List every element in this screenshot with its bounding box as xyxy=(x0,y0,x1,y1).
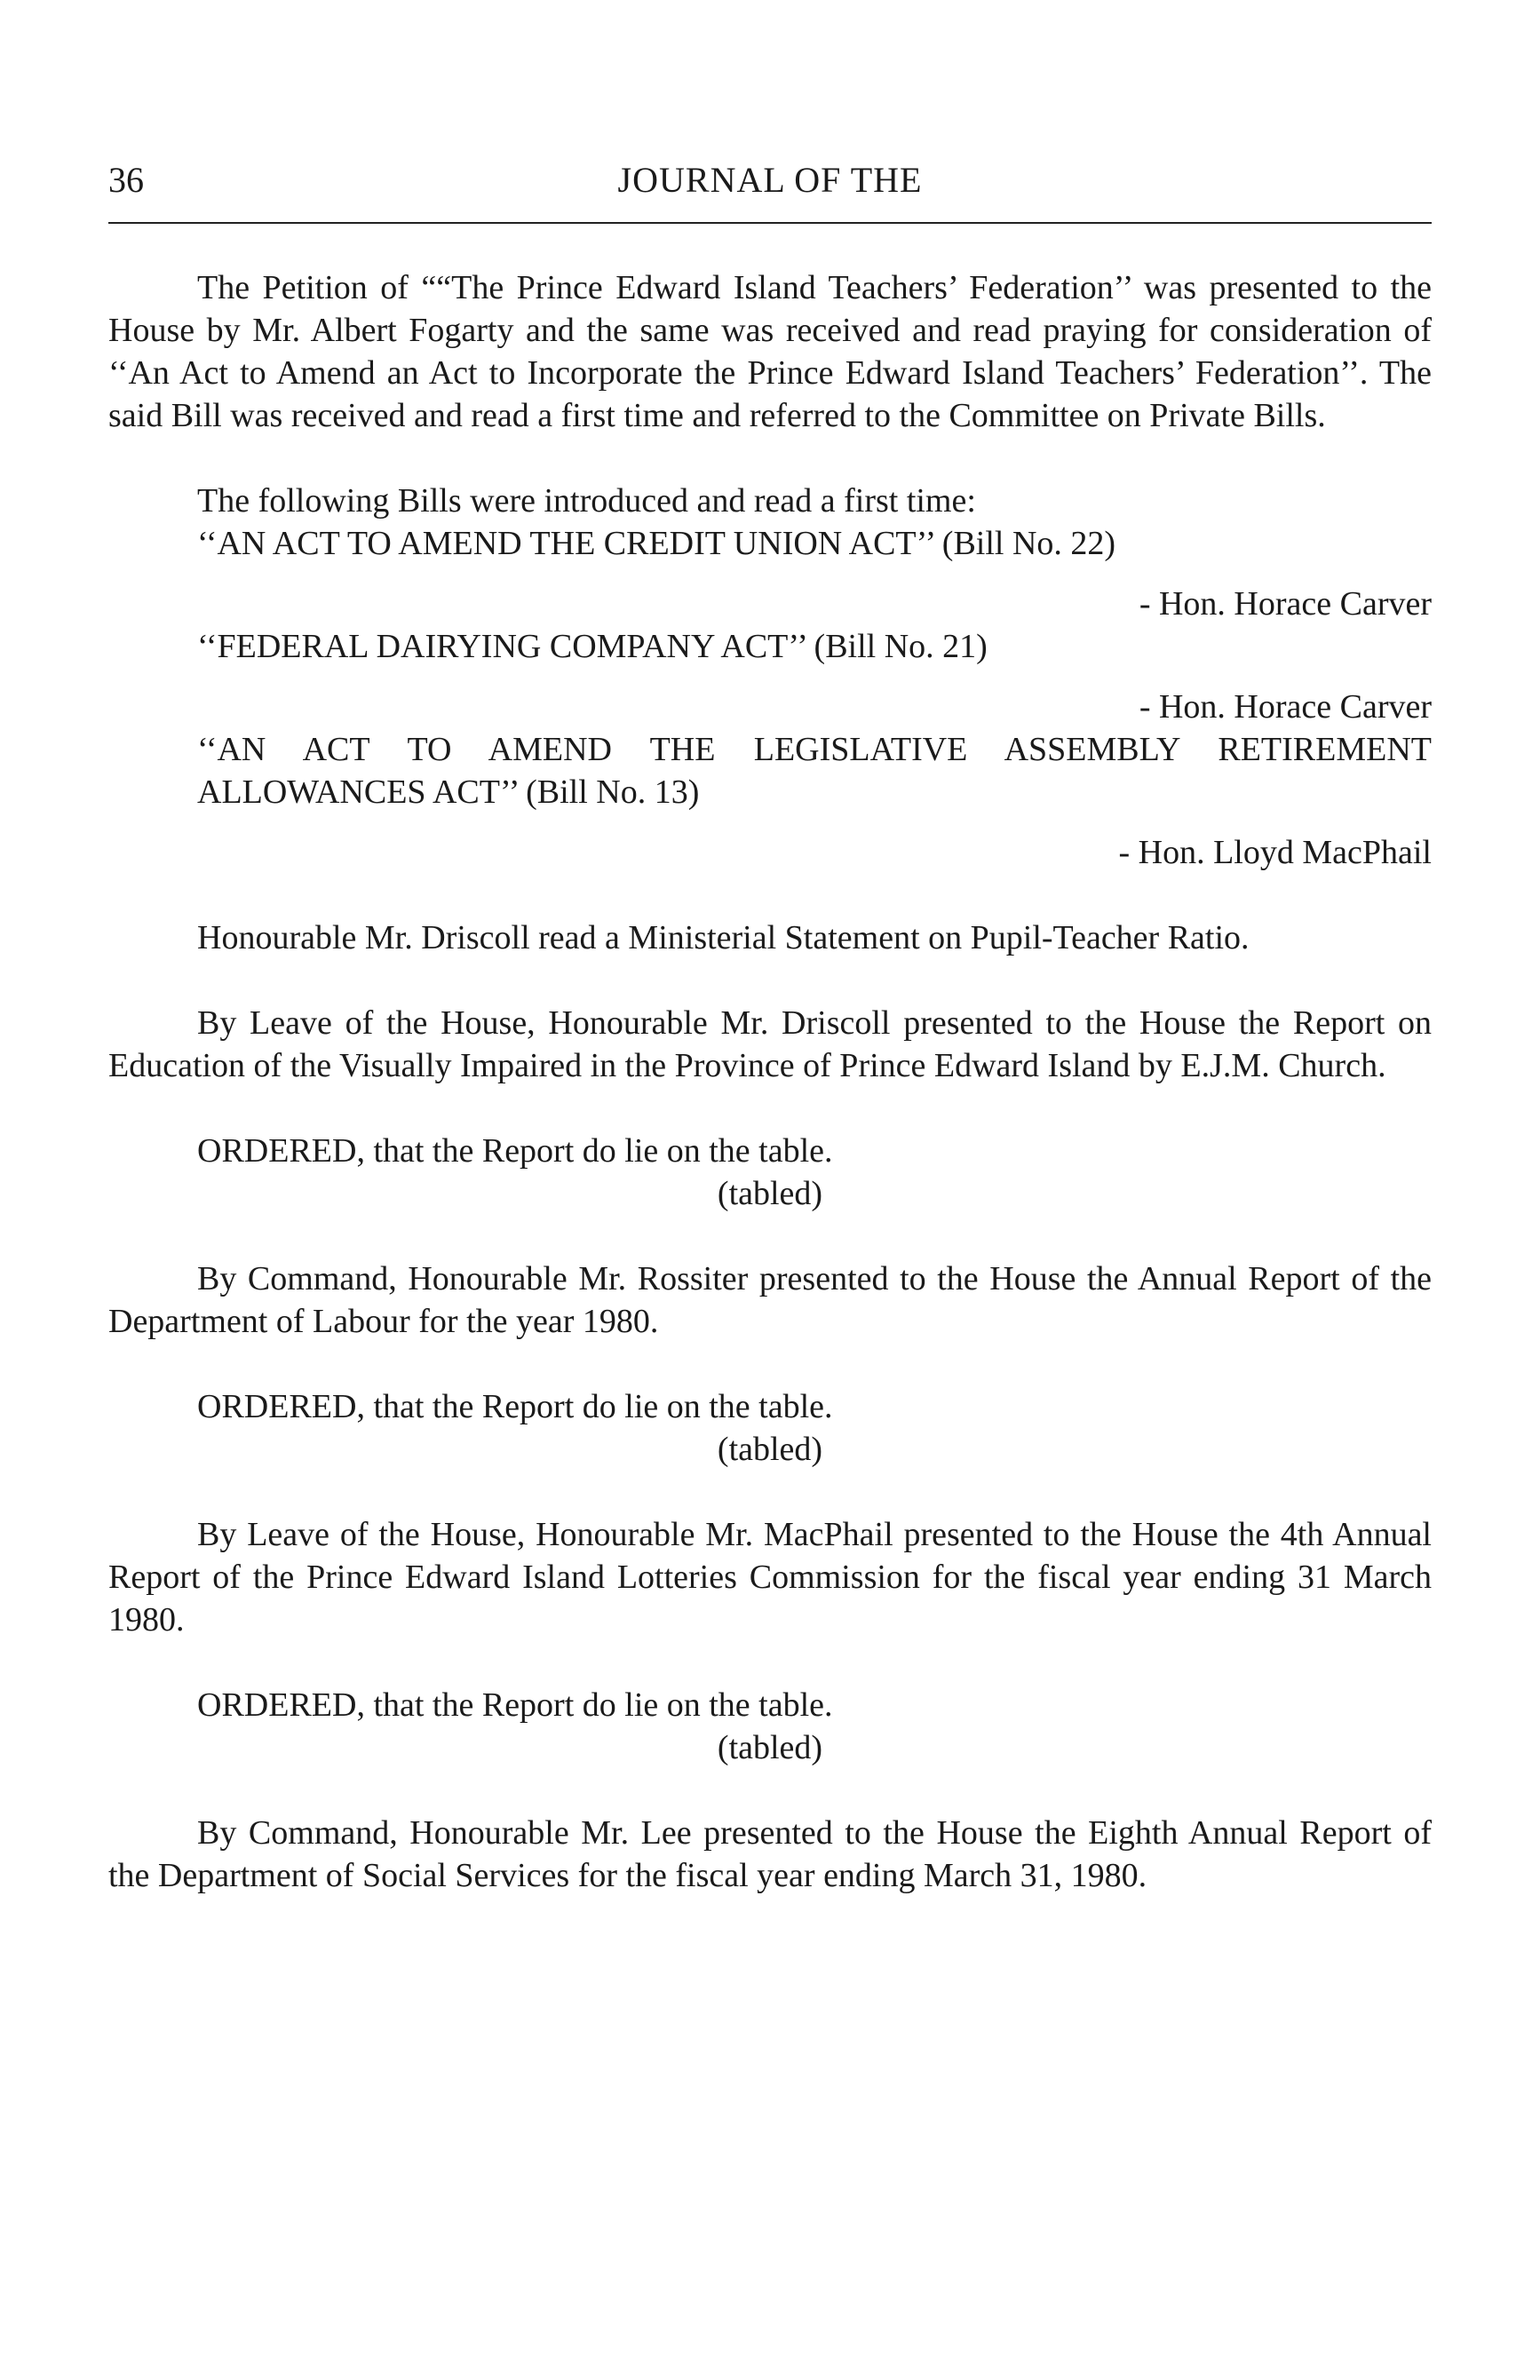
bill-title-21: ‘‘FEDERAL DAIRYING COMPANY ACT’’ (Bill No. 21) xyxy=(197,628,988,665)
ministerial-statement-paragraph: Honourable Mr. Driscoll read a Ministerial Statement on Pupil-Teacher Ratio. xyxy=(197,919,1250,956)
running-title: JOURNAL OF THE xyxy=(617,160,923,200)
bills-intro-paragraph: The following Bills were introduced and read a first time: xyxy=(197,482,976,520)
tabled-note: (tabled) xyxy=(717,1431,823,1468)
page-number: 36 xyxy=(108,160,144,200)
ordered-statement: ORDERED, that the Report do lie on the table. xyxy=(197,1132,833,1170)
header-rule xyxy=(108,222,1432,224)
bill-title-22: ‘‘AN ACT TO AMEND THE CREDIT UNION ACT’’ (Bill No. 22) xyxy=(197,525,1116,562)
petition-paragraph: The Petition of ““The Prince Edward Island Teachers’ Federation’’ was presented to the House by Mr. Albert Fogarty and the same was received and read praying for consideration of ‘‘An Act to Amend an Act to Incorporate the Prince Edward Island Teachers’ Federation’’. The said Bill was received and read a first time and referred to the Committee on Private Bills. xyxy=(108,269,1432,434)
education-report-paragraph: By Leave of the House, Honourable Mr. Driscoll presented to the House the Report on Education of the Visually Impaired in the Province of Prince Edward Island by E.J.M. Church. xyxy=(108,1004,1432,1084)
social-services-report-paragraph: By Command, Honourable Mr. Lee presented to the House the Eighth Annual Report of the Department of Social Services for the fiscal year ending March 31, 1980. xyxy=(108,1814,1432,1894)
bill-title-13: ‘‘AN ACT TO AMEND THE LEGISLATIVE ASSEMBLY RETIREMENT ALLOWANCES ACT’’ (Bill No. 13) xyxy=(197,731,1432,811)
ordered-statement: ORDERED, that the Report do lie on the table. xyxy=(197,1388,833,1425)
labour-report-paragraph: By Command, Honourable Mr. Rossiter presented to the House the Annual Report of the Department of Labour for the year 1980. xyxy=(108,1260,1432,1340)
ordered-statement: ORDERED, that the Report do lie on the table. xyxy=(197,1686,833,1724)
tabled-note: (tabled) xyxy=(717,1175,823,1212)
tabled-note: (tabled) xyxy=(717,1729,823,1766)
page-body xyxy=(108,266,1432,1897)
bill-sponsor-22: - Hon. Horace Carver xyxy=(1139,585,1432,623)
bill-sponsor-13: - Hon. Lloyd MacPhail xyxy=(1118,834,1432,871)
page-header xyxy=(108,158,1432,202)
lotteries-report-paragraph: By Leave of the House, Honourable Mr. MacPhail presented to the House the 4th Annual Report of the Prince Edward Island Lotteries Commission for the fiscal year ending 31 March 1980. xyxy=(108,1516,1432,1638)
bill-sponsor-21: - Hon. Horace Carver xyxy=(1139,688,1432,726)
